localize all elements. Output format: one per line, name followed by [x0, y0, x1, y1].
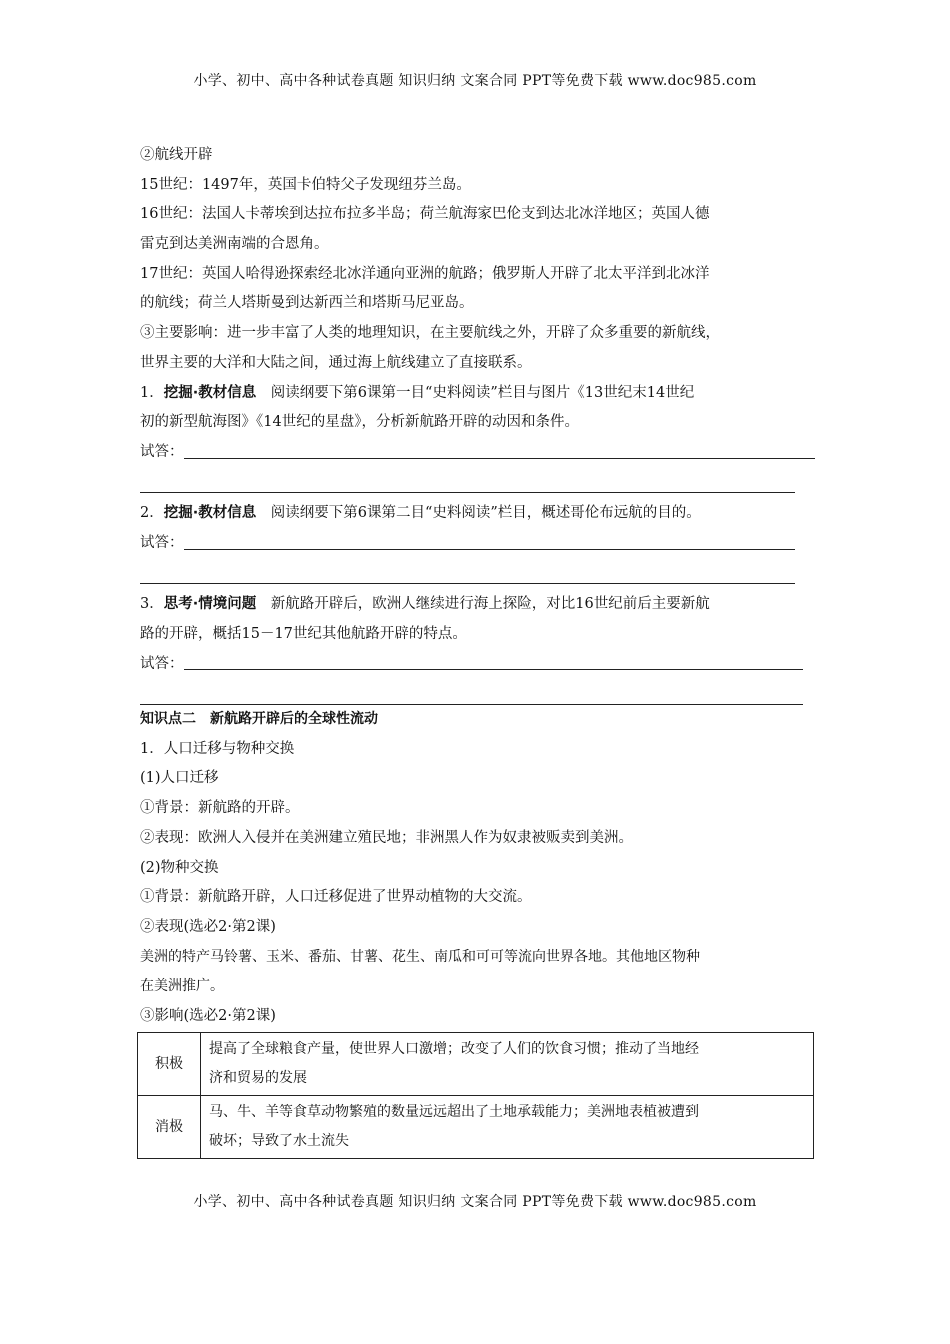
question-number: 2．: [140, 505, 164, 522]
positive-effects: [201, 1033, 814, 1096]
answer-line[interactable]: [184, 458, 816, 459]
species-exchange-manifestation-line1: 美洲的特产马铃薯、玉米、番茄、甘薯、花生、南瓜和可可等流向世界各地。其他地区物种: [140, 948, 700, 965]
question-tag: 思考·情境问题: [163, 596, 257, 613]
answer-label: 试答：: [140, 443, 184, 460]
negative-effects: [201, 1096, 814, 1159]
routes-impact-line2: 世界主要的大洋和大陆之间，通过海上航线建立了直接联系。: [140, 354, 532, 371]
routes-17th-century-line2: 的航线；荷兰人塔斯曼到达新西兰和塔斯马尼亚岛。: [140, 295, 474, 312]
question-text: 阅读纲要下第6课第二目“史料阅读”栏目，概述哥伦布远航的目的。: [270, 505, 701, 522]
answer-label: 试答：: [140, 655, 184, 672]
answer-line-continued[interactable]: [140, 675, 803, 705]
positive-effects-line1: 提高了全球粮食产量，使世界人口激增；改变了人们的饮食习惯；推动了当地经: [209, 1041, 699, 1057]
question-3-continued: 路的开辟，概括15－17世纪其他航路开辟的特点。: [140, 626, 467, 642]
answer-label: 试答：: [140, 534, 184, 551]
species-exchange-effect-title: ③影响(选必2·第2课): [140, 1007, 276, 1024]
answer-line-continued[interactable]: [140, 464, 795, 494]
population-migration-title: (1)人口迁移: [140, 770, 219, 787]
question-3: [140, 590, 815, 620]
question-number: 3．: [140, 596, 164, 613]
answer-line-continued[interactable]: [140, 555, 795, 585]
question-tag: 挖掘·教材信息: [163, 505, 257, 522]
document-body: [140, 141, 815, 1032]
negative-effects-line1: 马、牛、羊等食草动物繁殖的数量远远超出了土地承载能力；美洲地表植被遭到: [209, 1104, 699, 1120]
species-exchange-title: (2)物种交换: [140, 859, 219, 876]
question-text: 阅读纲要下第6课第一目“史料阅读”栏目与图片《13世纪末14世纪: [270, 384, 695, 401]
population-migration-background: ①背景：新航路的开辟。: [140, 800, 300, 817]
question-2: [140, 499, 815, 529]
page-footer: 小学、初中、高中各种试卷真题 知识归纳 文案合同 PPT等免费下载 www.doc985.com: [193, 1194, 757, 1210]
answer-line[interactable]: [184, 549, 796, 550]
question-tag: 挖掘·教材信息: [163, 384, 257, 401]
question-number: 1．: [140, 384, 164, 401]
species-exchange-manifestation-line2: 在美洲推广。: [140, 978, 224, 995]
table-row: [138, 1096, 814, 1159]
section-2-subheading: 1．人口迁移与物种交换: [140, 740, 295, 757]
species-exchange-background: ①背景：新航路开辟，人口迁移促进了世界动植物的大交流。: [140, 889, 532, 906]
population-migration-manifestation: ②表现：欧洲人入侵并在美洲建立殖民地；非洲黑人作为奴隶被贩卖到美洲。: [140, 829, 633, 846]
question-1: [140, 379, 815, 409]
negative-label: 消极: [138, 1096, 201, 1159]
answer-line[interactable]: [184, 669, 804, 670]
table-row: [138, 1033, 814, 1096]
routes-impact-line1: ③主要影响：进一步丰富了人类的地理知识，在主要航线之外，开辟了众多重要的新航线，: [140, 325, 720, 342]
routes-16th-century-line2: 雷克到达美洲南端的合恩角。: [140, 236, 329, 253]
positive-effects-line2: 济和贸易的发展: [209, 1070, 307, 1086]
routes-16th-century-line1: 16世纪：法国人卡蒂埃到达拉布拉多半岛；荷兰航海家巴伦支到达北冰洋地区；英国人德: [140, 206, 710, 223]
page-header: 小学、初中、高中各种试卷真题 知识归纳 文案合同 PPT等免费下载 www.doc985.com: [193, 73, 757, 89]
routes-heading: ②航线开辟: [140, 147, 213, 163]
negative-effects-line2: 破坏；导致了水土流失: [209, 1133, 349, 1149]
section-2-title: 知识点二 新航路开辟后的全球性流动: [140, 711, 378, 728]
question-text: 新航路开辟后，欧洲人继续进行海上探险，对比16世纪前后主要新航: [270, 596, 710, 613]
question-1-continued: 初的新型航海图》《14世纪的星盘》，分析新航路开辟的动因和条件。: [140, 414, 579, 431]
positive-label: 积极: [138, 1033, 201, 1096]
routes-15th-century: 15世纪：1497年，英国卡伯特父子发现纽芬兰岛。: [140, 176, 471, 193]
routes-17th-century-line1: 17世纪：英国人哈得逊探索经北冰洋通向亚洲的航路；俄罗斯人开辟了北太平洋到北冰洋: [140, 265, 710, 282]
effects-table: [137, 1032, 814, 1159]
species-exchange-manifestation-title: ②表现(选必2·第2课): [140, 918, 276, 935]
